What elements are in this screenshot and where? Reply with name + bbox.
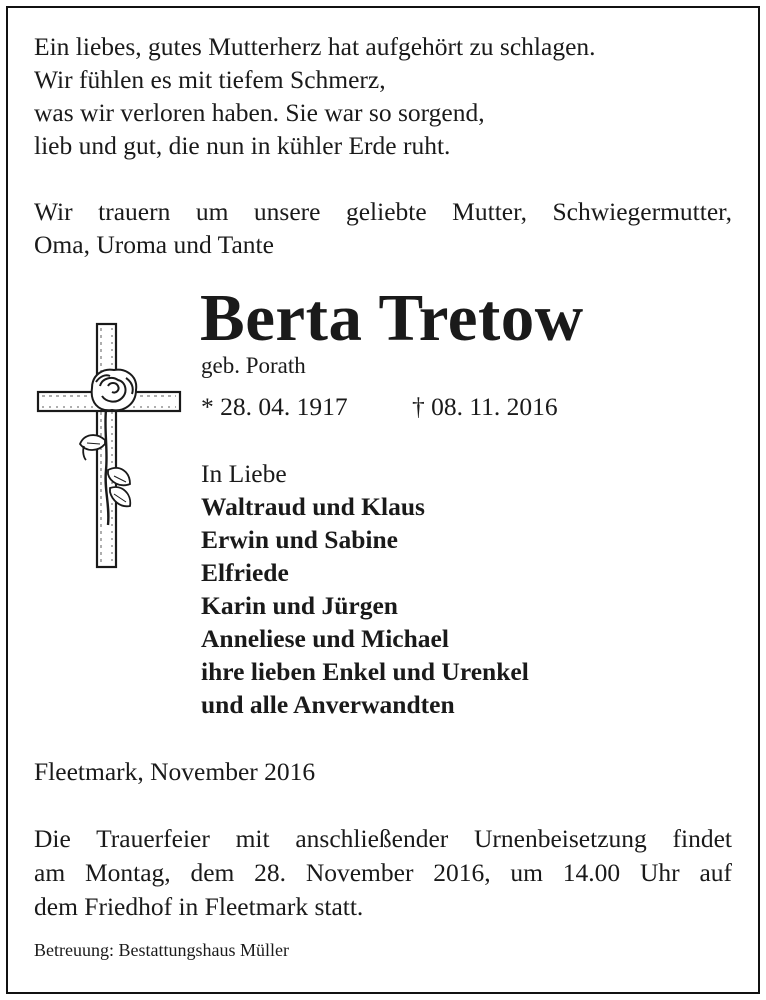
ceremony-line: dem Friedhof in Fleetmark statt. — [34, 892, 364, 921]
family-member: Anneliese und Michael — [201, 624, 449, 653]
family-member: ihre lieben Enkel und Urenkel — [201, 657, 529, 686]
poem-line: Ein liebes, gutes Mutterherz hat aufgehört zu schlagen. — [34, 32, 596, 61]
mourning-line: Oma, Uroma und Tante — [34, 230, 274, 259]
mourning-statement — [34, 195, 732, 261]
family-member: Waltraud und Klaus — [201, 492, 425, 521]
family-member: Elfriede — [201, 558, 289, 587]
funeral-home: Betreuung: Bestattungshaus Müller — [34, 940, 289, 960]
family-member: Erwin und Sabine — [201, 525, 399, 554]
ceremony-line: am Montag, dem 28. November 2016, um 14.00 Uhr auf — [34, 858, 732, 887]
ceremony-line: Die Trauerfeier mit anschließender Urnenbeisetzung findet — [34, 824, 732, 853]
mourning-line: Wir trauern um unsere geliebte Mutter, Schwiegermutter, — [34, 197, 732, 226]
poem-line: Wir fühlen es mit tiefem Schmerz, — [34, 65, 386, 94]
birth-date: * 28. 04. 1917 — [201, 392, 348, 421]
family-member: Karin und Jürgen — [201, 591, 398, 620]
memorial-poem — [34, 30, 596, 162]
cross-with-rose-icon — [34, 320, 184, 570]
poem-line: lieb und gut, die nun in kühler Erde ruht. — [34, 131, 451, 160]
maiden-name: geb. Porath — [201, 353, 306, 378]
poem-line: was wir verloren haben. Sie war so sorgend, — [34, 98, 485, 127]
family-intro: In Liebe — [201, 459, 287, 488]
place-and-date: Fleetmark, November 2016 — [34, 757, 316, 786]
family-member: und alle Anverwandten — [201, 690, 455, 719]
ceremony-details — [34, 822, 732, 924]
family-list — [201, 457, 529, 721]
life-dates — [201, 392, 558, 422]
deceased-name: Berta Tretow — [200, 281, 584, 355]
death-date: † 08. 11. 2016 — [412, 392, 558, 421]
